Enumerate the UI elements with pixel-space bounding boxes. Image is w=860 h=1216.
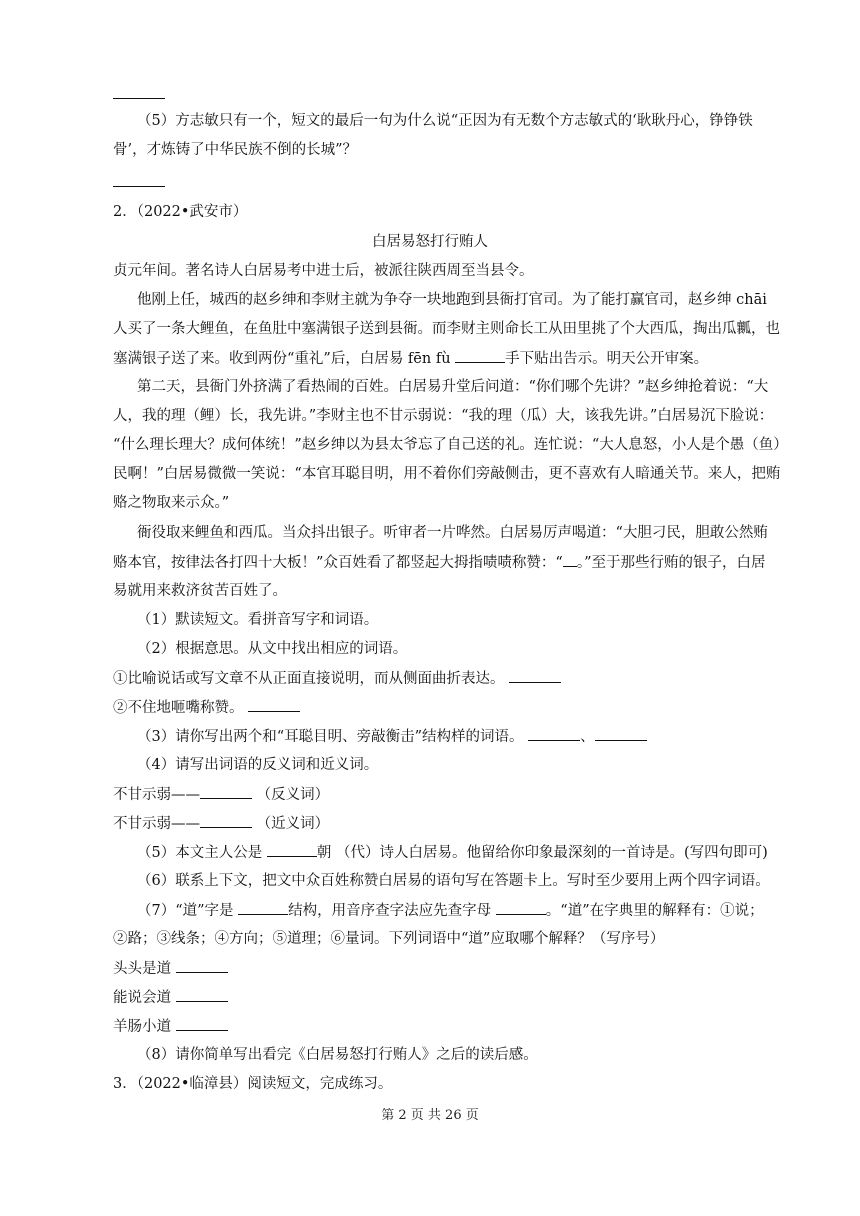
passage-p2-line3 [113,348,708,369]
q1-sub5-line1: （5）方志敏只有一个，短文的最后一句为什么说“正因为有无数个方志敏式的‘耿耿丹心，铮铮铁 [137,113,753,129]
sub-question-1: （1）默读短文。看拼音写字和词语。 [137,612,379,628]
blank-dynasty[interactable] [267,842,317,857]
text-segment: 结构，用音序查字法应先查字母 [288,903,496,919]
word-item-1 [113,958,228,979]
text-segment: 不甘示弱—— [113,816,200,832]
passage-p3-line3: “什么理长理大？成何体统！”赵乡绅以为县太爷忘了自己送的礼。连忙说：“大人息怒，小人是个愚（鱼） [113,437,788,453]
passage-p1: 贞元年间。著名诗人白居易考中进士后，被派往陕西周至当县令。 [113,263,534,279]
blank-praise[interactable] [563,552,577,567]
sub-question-5 [137,842,768,863]
sub-question-8: （8）请你简单写出看完《白居易怒打行贿人》之后的读后感。 [137,1047,538,1063]
sub-question-4b [113,813,329,834]
passage-title: 白居易怒打行贿人 [372,234,488,250]
text-segment: 。”至于那些行贿的银子，白居 [576,555,766,571]
passage-p4-line1: 衙役取来鲤鱼和西瓜。当众抖出银子。听审者一片哗然。白居易厉声喝道：“大胆刁民，胆敢公然贿 [137,525,768,541]
blank-structure[interactable] [238,900,288,915]
blank-word-1[interactable] [176,958,228,973]
text-segment: 朝 （代）诗人白居易。他留给你印象最深刻的一首诗是。(写四句即可) [316,845,768,861]
text-segment: 。“道”在字典里的解释有：①说； [545,903,764,919]
sub-question-4: （4）请写出词语的反义词和近义词。 [137,757,379,773]
text-segment: 赂本官，按律法各打四十大板！”众百姓看了都竖起大拇指啧啧称赞：“ [113,555,563,571]
blank-2b[interactable] [248,697,300,712]
blank-synonym[interactable] [200,813,252,828]
text-segment: （3）请你写出两个和“耳聪目明、旁敲衡击”结构样的词语。 [137,729,529,745]
blank-3a[interactable] [528,726,580,741]
passage-p2-line2: 人买了一条大鲤鱼，在鱼肚中塞满银子送到县衙。而李财主则命长工从田里挑了个大西瓜，掏出瓜瓤，也 [113,321,780,337]
passage-p3-line1: 第二天，县衙门外挤满了看热闹的百姓。白居易升堂后问道：“你们哪个先讲？”赵乡绅抢着说：“大 [137,379,769,395]
page-footer: 第 2 页 共 26 页 [381,1108,479,1123]
text-segment: ②不住地咂嘴称赞。 [113,700,249,716]
answer-blank-q4[interactable] [113,84,165,105]
sub-question-2b [113,697,300,718]
blank-antonym[interactable] [200,784,252,799]
sub-question-7-line2: ②路；③线条；④方向；⑤道理；⑥量词。下列词语中“道”应取哪个解释？（写序号） [113,931,665,947]
question-3-header: 3．（2022•临漳县）阅读短文，完成练习。 [113,1076,393,1092]
text-segment: 不甘示弱—— [113,787,200,803]
text-segment: 头头是道 [113,961,176,977]
answer-blank-q5[interactable] [113,172,165,193]
text-segment: 羊肠小道 [113,1019,176,1035]
text-segment: （7）“道”字是 [137,903,239,919]
word-item-2 [113,987,228,1008]
sub-question-6: （6）联系上下文，把文中众百姓称赞白居易的语句写在答题卡上。写时至少要用上两个四字词语。 [137,873,770,889]
blank-fenfu[interactable] [455,348,505,363]
text-segment: （5）本文主人公是 [137,845,267,861]
passage-p3-line2: 人，我的理（鲤）长，我先讲。”李财主也不甘示弱说：“我的理（瓜）大，该我先讲。”白居易沉下脸说： [113,408,774,424]
sub-question-4a [113,784,329,805]
blank-word-3[interactable] [176,1016,228,1031]
passage-p2-line1: 他刚上任，城西的赵乡绅和李财主就为争夺一块地跑到县衙打官司。为了能打赢官司，赵乡绅 chāi [137,292,767,308]
text-segment: （近义词） [256,816,330,832]
text-segment: 能说会道 [113,990,176,1006]
blank-word-2[interactable] [176,987,228,1002]
separator: 、 [580,729,595,745]
passage-p4-line3: 易就用来救济贫苦百姓了。 [113,583,287,599]
text-segment: （反义词） [256,787,330,803]
passage-p4-line2 [113,552,766,573]
blank-2a[interactable] [509,668,561,683]
question-2-header: 2．（2022•武安市） [113,204,248,220]
text-segment: ①比喻说话或写文章不从正面直接说明，而从侧面曲折表达。 [113,671,510,687]
sub-question-2a [113,668,561,689]
blank-3b[interactable] [595,726,647,741]
passage-p3-line5: 赂之物取来示众。” [113,495,230,511]
word-item-3 [113,1016,228,1037]
sub-question-3 [137,726,647,747]
sub-question-7-line1 [137,900,764,921]
text-segment: 塞满银子送了来。收到两份“重礼”后，白居易 fēn fù [113,351,456,367]
blank-letter[interactable] [496,900,546,915]
q1-sub5-line2: 骨’，才炼铸了中华民族不倒的长城”？ [113,142,358,158]
passage-p3-line4: 民啊！”白居易微微一笑说：“本官耳聪目明，用不着你们旁敲侧击，更不喜欢有人暗通关节。来人，把贿 [113,466,781,482]
sub-question-2: （2）根据意思。从文中找出相应的词语。 [137,641,408,657]
text-segment: 手下贴出告示。明天公开审案。 [505,351,709,367]
